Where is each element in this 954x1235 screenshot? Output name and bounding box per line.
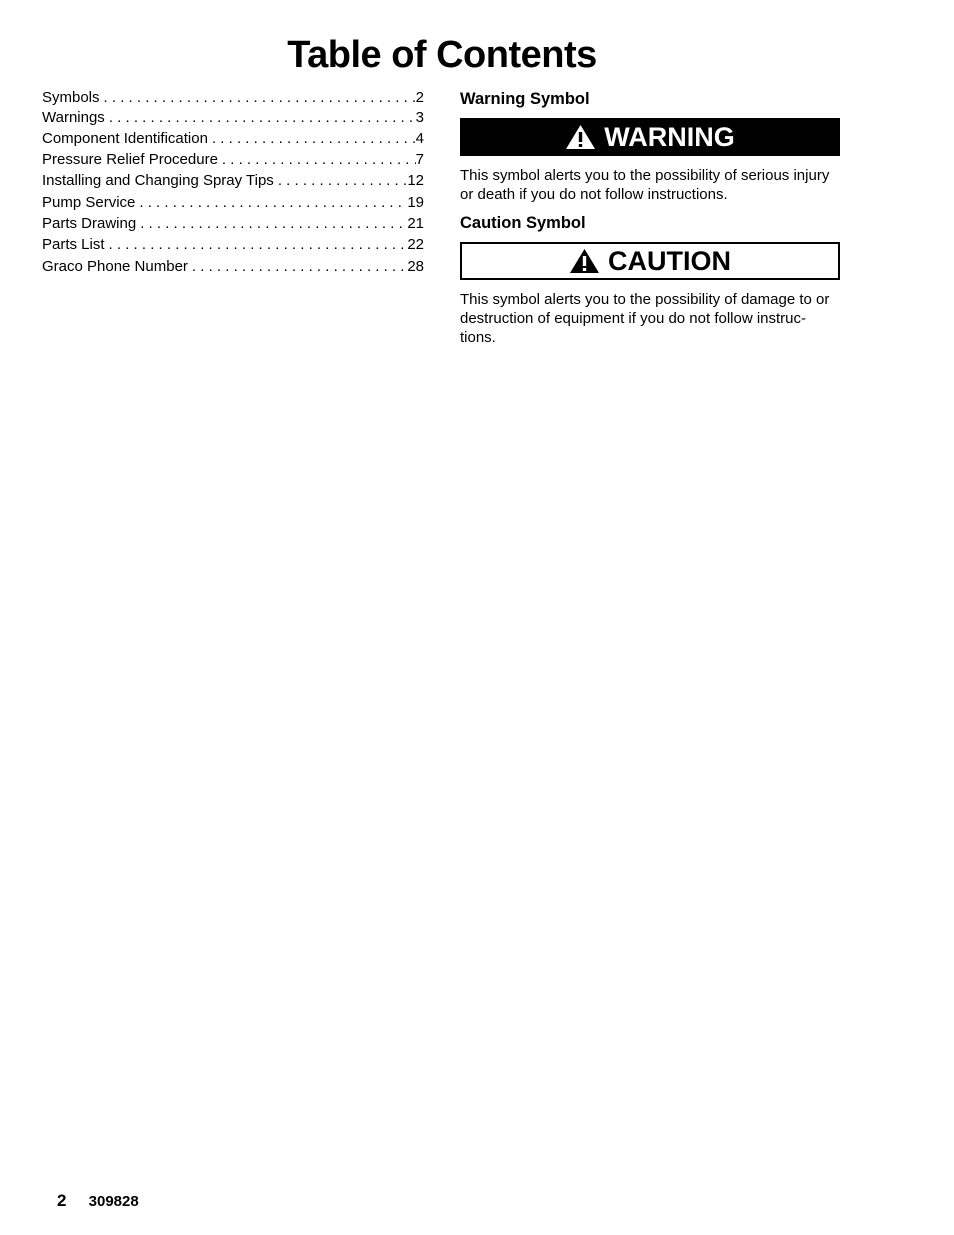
warning-banner-label: WARNING [604,121,735,152]
toc-entry-page: 22 [407,236,424,254]
page-footer [57,1191,139,1211]
warning-banner [460,118,840,156]
toc-entry-page: 4 [415,129,424,147]
toc-entry-pump-service[interactable] [42,192,424,213]
toc-entry-title: Installing and Changing Spray Tips [42,172,274,190]
toc-entry-page: 19 [407,193,424,211]
toc-entry-title: Symbols [42,89,100,106]
toc-entry-graco-phone-number[interactable] [42,256,424,277]
toc-entry-warnings[interactable] [42,107,424,128]
toc-leader-dots [274,170,408,191]
warning-description: This symbol alerts you to the possibility of serious injury or death if you do not follow instructions. [460,167,830,203]
toc-leader-dots [100,89,416,107]
toc-leader-dots [105,234,408,255]
caution-symbol-heading: Caution Symbol [460,214,586,232]
toc-entry-title: Component Identification [42,129,208,147]
warning-triangle-icon [565,124,596,150]
toc-leader-dots [135,192,407,213]
footer-page-number: 2 [57,1191,67,1210]
toc-leader-dots [136,213,407,234]
toc-entry-installing-spray-tips[interactable] [42,170,424,191]
symbols-section [460,88,840,347]
toc-entry-component-identification[interactable] [42,128,424,149]
toc-entry-page: 2 [415,89,424,106]
toc-leader-dots [208,128,416,149]
page-title: Table of Contents [287,34,597,76]
toc-entry-page: 12 [407,172,424,190]
toc-leader-dots [105,107,416,128]
toc-entry-page: 21 [407,214,424,232]
toc-entry-title: Graco Phone Number [42,257,188,275]
toc-entry-pressure-relief-procedure[interactable] [42,149,424,170]
toc-leader-dots [188,256,407,277]
warning-triangle-icon [569,248,600,274]
toc-entry-page: 28 [407,257,424,275]
toc-entry-parts-list[interactable] [42,234,424,255]
toc-entry-parts-drawing[interactable] [42,213,424,234]
caution-banner-label: CAUTION [608,245,731,276]
toc-entry-title: Parts Drawing [42,214,137,232]
footer-doc-number: 309828 [88,1193,139,1210]
toc-entry-page: 7 [415,151,424,169]
toc-entry-page: 3 [415,108,424,126]
toc-entry-title: Parts List [42,236,105,254]
caution-description: This symbol alerts you to the possibility of damage to or destruction of equipment if you do not follow instruc- tions. [460,291,830,346]
toc-leader-dots [218,149,416,170]
toc-entry-symbols[interactable] [42,89,424,107]
table-of-contents [42,89,424,277]
toc-entry-title: Warnings [42,108,105,126]
warning-symbol-heading: Warning Symbol [460,90,590,108]
caution-banner [460,242,840,280]
toc-entry-title: Pressure Relief Procedure [42,151,218,169]
toc-entry-title: Pump Service [42,193,136,211]
